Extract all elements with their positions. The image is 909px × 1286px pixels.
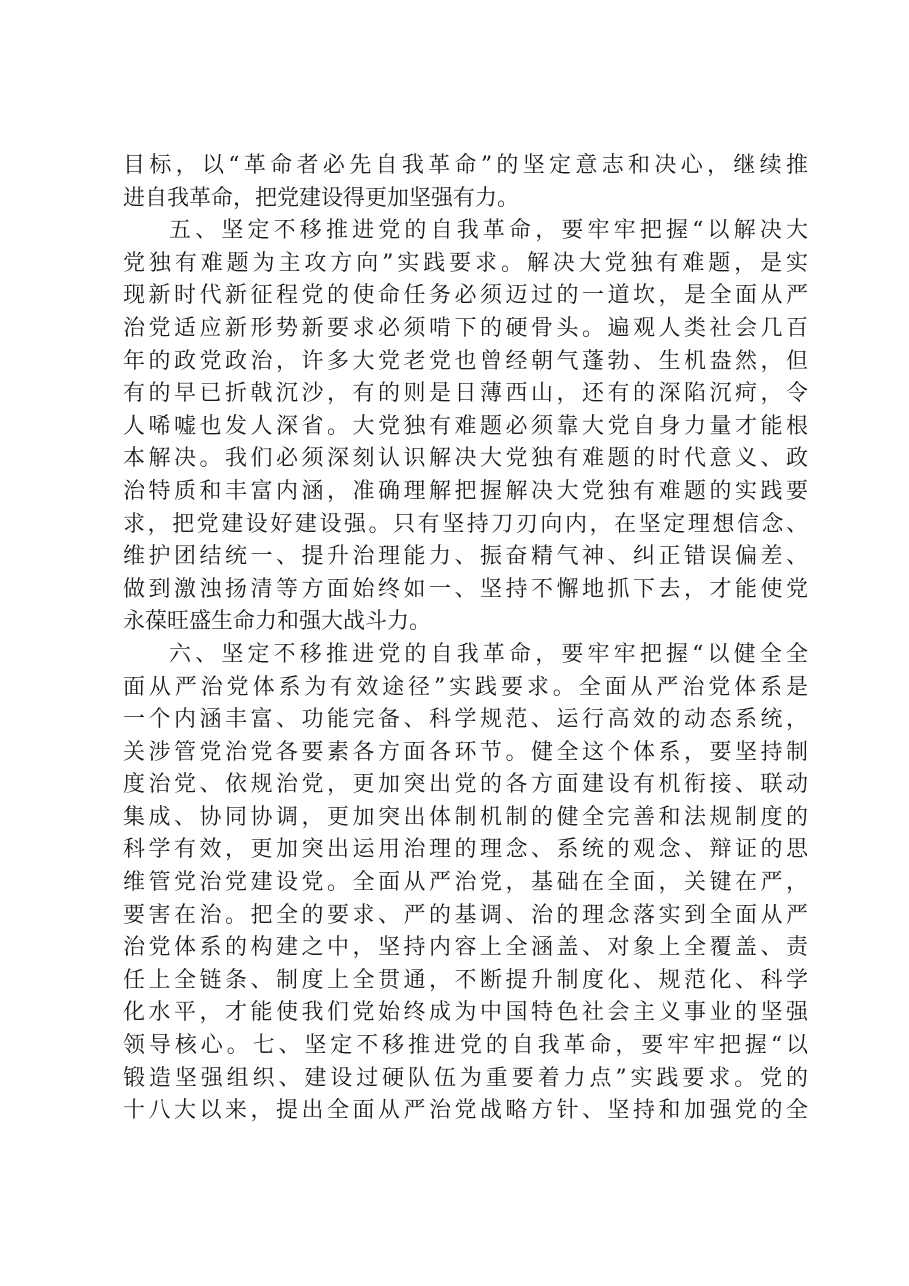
- text-line: 六、坚定不移推进党的自我革命，要牢牢把握“以健全全: [169, 641, 808, 667]
- text-line: 要害在治。把全的要求、严的基调、治的理念落实到全面从严: [123, 902, 808, 928]
- text-line: 面从严治党体系为有效途径”实践要求。全面从严治党体系是: [123, 674, 808, 700]
- text-line: 现新时代新征程党的使命任务必须迈过的一道坎，是全面从严: [123, 283, 808, 309]
- text-line: 任上全链条、制度上全贯通，不断提升制度化、规范化、科学: [123, 967, 808, 993]
- text-line: 集成、协同协调，更加突出体制机制的健全完善和法规制度的: [123, 804, 808, 830]
- text-line: 永葆旺盛生命力和强大战斗力。: [123, 609, 432, 635]
- text-line: 十八大以来，提出全面从严治党战略方针、坚持和加强党的全: [123, 1098, 808, 1124]
- text-line: 化水平，才能使我们党始终成为中国特色社会主义事业的坚强: [123, 1000, 808, 1026]
- text-line: 求，把党建设好建设强。只有坚持刀刃向内，在坚定理想信念、: [123, 511, 808, 537]
- text-line: 领导核心。七、坚定不移推进党的自我革命，要牢牢把握“以: [123, 1033, 808, 1059]
- text-line: 目标，以“革命者必先自我革命”的坚定意志和决心，继续推: [123, 153, 808, 178]
- text-line: 一个内涵丰富、功能完备、科学规范、运行高效的动态系统，: [123, 707, 808, 733]
- text-line: 关涉管党治党各要素各方面各环节。健全这个体系，要坚持制: [123, 739, 808, 765]
- text-line: 治党适应新形势新要求必须啃下的硬骨头。遍观人类社会几百: [123, 315, 808, 341]
- text-line: 治特质和丰富内涵，准确理解把握解决大党独有难题的实践要: [123, 478, 808, 504]
- text-line: 五、坚定不移推进党的自我革命，要牢牢把握“以解决大: [169, 218, 808, 244]
- body-text: [123, 150, 808, 1128]
- text-line: 年的政党政治，许多大党老党也曾经朝气蓬勃、生机盎然，但: [123, 348, 808, 374]
- text-line: 维护团结统一、提升治理能力、振奋精气神、纠正错误偏差、: [123, 544, 808, 570]
- text-line: 做到激浊扬清等方面始终如一、坚持不懈地抓下去，才能使党: [123, 576, 808, 602]
- text-line: 有的早已折戟沉沙，有的则是日薄西山，还有的深陷沉疴，令: [123, 381, 808, 407]
- text-line: 党独有难题为主攻方向”实践要求。解决大党独有难题，是实: [123, 250, 808, 276]
- text-line: 人唏嘘也发人深省。大党独有难题必须靠大党自身力量才能根: [123, 413, 808, 439]
- text-line: 锻造坚强组织、建设过硬队伍为重要着力点”实践要求。党的: [123, 1065, 808, 1091]
- text-line: 维管党治党建设党。全面从严治党，基础在全面，关键在严，: [123, 870, 808, 896]
- text-line: 治党体系的构建之中，坚持内容上全涵盖、对象上全覆盖、责: [123, 935, 808, 961]
- text-line: 科学有效，更加突出运用治理的理念、系统的观念、辩证的思: [123, 837, 808, 863]
- text-line: 进自我革命，把党建设得更加坚强有力。: [123, 185, 520, 211]
- text-line: 本解决。我们必须深刻认识解决大党独有难题的时代意义、政: [123, 446, 808, 472]
- text-line: 度治党、依规治党，更加突出党的各方面建设有机衔接、联动: [123, 772, 808, 798]
